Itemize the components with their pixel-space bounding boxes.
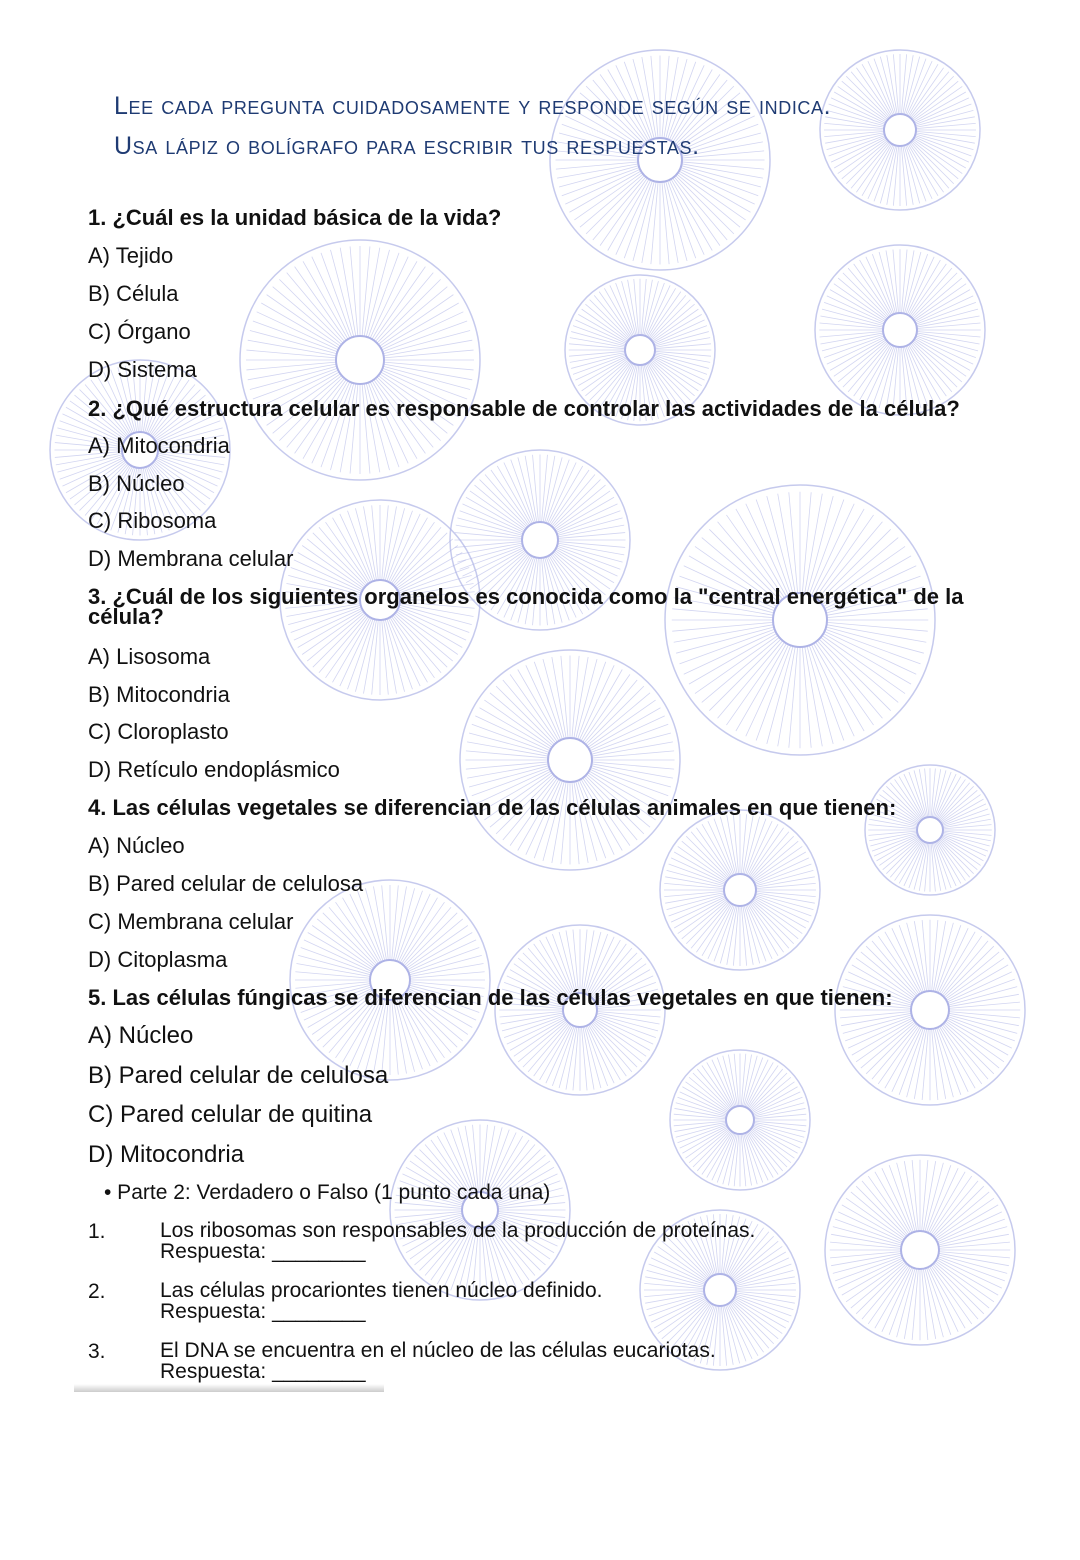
cell-nucleus (522, 522, 558, 558)
question-text: 1. ¿Cuál es la unidad básica de la vida? (88, 205, 502, 230)
answer-option: B) Núcleo (88, 471, 185, 496)
instructions-line-1: Lee cada pregunta cuidadosamente y responde según se indica. (114, 92, 832, 120)
question-text: 3. ¿Cuál de los siguientes organelos es conocida como la "central energética" de la (88, 584, 964, 609)
answer-option: A) Tejido (88, 243, 174, 268)
tf-statement: Las células procariontes tienen núcleo definido. (160, 1279, 603, 1302)
answer-option: A) Núcleo (88, 1022, 194, 1049)
question-text: 2. ¿Qué estructura celular es responsable de controlar las actividades de la célula? (88, 396, 960, 421)
question-text: 5. Las células fúngicas se diferencian de las células vegetales en que tienen: (88, 985, 893, 1010)
answer-option: D) Retículo endoplásmico (88, 757, 340, 782)
answer-option: D) Citoplasma (88, 947, 228, 972)
cell-nucleus (704, 1274, 736, 1306)
tf-statement: El DNA se encuentra en el núcleo de las células eucariotas. (160, 1339, 716, 1362)
tf-number: 3. (88, 1340, 106, 1363)
answer-option: D) Mitocondria (88, 1141, 245, 1168)
cell-nucleus (917, 817, 943, 843)
answer-option: B) Pared celular de celulosa (88, 1062, 389, 1089)
answer-option: C) Ribosoma (88, 508, 217, 533)
answer-option: C) Órgano (88, 319, 191, 344)
instructions-line-2: Usa lápiz o bolígrafo para escribir tus respuestas. (114, 132, 700, 160)
cell-nucleus (724, 874, 756, 906)
answer-option: B) Pared celular de celulosa (88, 871, 364, 896)
answer-option: D) Sistema (88, 357, 197, 382)
answer-option: C) Cloroplasto (88, 719, 229, 744)
answer-option: B) Célula (88, 281, 179, 306)
cell-nucleus (884, 114, 916, 146)
answer-option: A) Mitocondria (88, 433, 230, 458)
cell-nucleus (883, 313, 917, 347)
tf-number: 2. (88, 1280, 106, 1303)
question-text: 4. Las células vegetales se diferencian de las células animales en que tienen: (88, 795, 897, 820)
tf-statement: Los ribosomas son responsables de la producción de proteínas. (160, 1219, 756, 1242)
answer-option: A) Núcleo (88, 833, 185, 858)
answer-option: B) Mitocondria (88, 682, 230, 707)
cell-nucleus (901, 1231, 939, 1269)
page-corner-shadow (74, 1384, 384, 1392)
tf-number: 1. (88, 1220, 106, 1243)
cell-nucleus (625, 335, 655, 365)
part2-title: • Parte 2: Verdadero o Falso (1 punto cada una) (104, 1181, 551, 1204)
tf-answer-blank: Respuesta: ________ (160, 1240, 366, 1263)
cell-nucleus (911, 991, 949, 1029)
cell-nucleus (336, 336, 384, 384)
tf-answer-blank: Respuesta: ________ (160, 1360, 366, 1383)
tf-answer-blank: Respuesta: ________ (160, 1300, 366, 1323)
question-text-continued: célula? (88, 604, 164, 629)
answer-option: C) Membrana celular (88, 909, 294, 934)
answer-option: D) Membrana celular (88, 546, 294, 571)
answer-option: C) Pared celular de quitina (88, 1101, 373, 1128)
cell-nucleus (726, 1106, 754, 1134)
answer-option: A) Lisosoma (88, 644, 211, 669)
cell-nucleus (548, 738, 592, 782)
